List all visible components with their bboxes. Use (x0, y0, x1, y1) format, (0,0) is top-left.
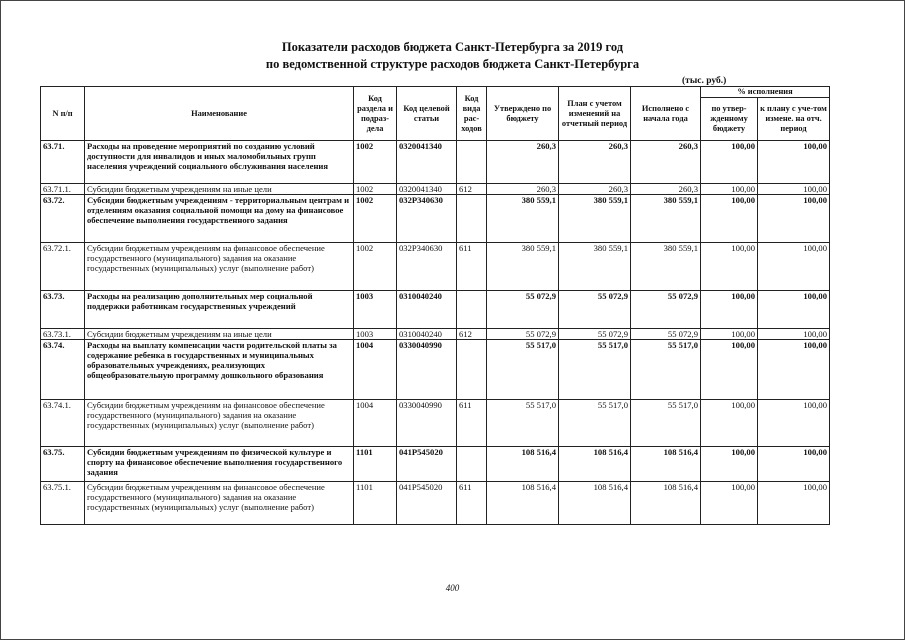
row-plan: 260,3 (559, 141, 631, 184)
row-number: 63.74.1. (41, 400, 85, 447)
row-target-code: 0310040240 (397, 329, 457, 340)
table-row (41, 141, 830, 184)
row-razdel: 1002 (354, 243, 397, 291)
row-razdel: 1003 (354, 329, 397, 340)
row-approved: 55 072,9 (487, 291, 559, 329)
row-executed: 108 516,4 (631, 482, 701, 525)
row-executed: 380 559,1 (631, 195, 701, 243)
units-label: (тыс. руб.) (682, 76, 727, 86)
row-pct-approved: 100,00 (701, 184, 758, 195)
row-pct-plan: 100,00 (758, 195, 830, 243)
row-pct-approved: 100,00 (701, 400, 758, 447)
row-razdel: 1002 (354, 195, 397, 243)
row-approved: 380 559,1 (487, 243, 559, 291)
row-pct-plan: 100,00 (758, 400, 830, 447)
header-pct2: к плану с уче-том измене. на отч. период (758, 98, 830, 141)
row-executed: 55 072,9 (631, 329, 701, 340)
row-expense-type (457, 291, 487, 329)
row-number: 63.75.1. (41, 482, 85, 525)
row-razdel: 1101 (354, 447, 397, 482)
row-pct-approved: 100,00 (701, 243, 758, 291)
table-row (41, 482, 830, 525)
row-target-code: 0320041340 (397, 184, 457, 195)
header-num: N п/п (41, 87, 85, 141)
row-name: Расходы на реализацию дополнительных мер социальной поддержки работникам государственных учреждений (85, 291, 354, 329)
row-target-code: 0330040990 (397, 400, 457, 447)
header-plan: План с учетом изменений на отчетный период (559, 87, 631, 141)
table-row (41, 340, 830, 400)
row-plan: 55 517,0 (559, 400, 631, 447)
row-approved: 55 517,0 (487, 400, 559, 447)
row-executed: 55 517,0 (631, 340, 701, 400)
row-executed: 55 072,9 (631, 291, 701, 329)
table-row (41, 400, 830, 447)
row-target-code: 041P545020 (397, 447, 457, 482)
row-plan: 108 516,4 (559, 447, 631, 482)
row-approved: 260,3 (487, 184, 559, 195)
row-approved: 260,3 (487, 141, 559, 184)
row-target-code: 041P545020 (397, 482, 457, 525)
row-name: Расходы на проведение мероприятий по созданию условий доступности для инвалидов и иных маломобильных групп населения учреждений социального обслуживания населения (85, 141, 354, 184)
row-razdel: 1002 (354, 141, 397, 184)
row-name: Субсидии бюджетным учреждениям по физической культуре и спорту на финансовое обеспечение выполнения государственного задания (85, 447, 354, 482)
header-utv: Утверждено по бюджету (487, 87, 559, 141)
row-razdel: 1002 (354, 184, 397, 195)
budget-table (40, 86, 830, 525)
row-expense-type: 611 (457, 400, 487, 447)
table-row (41, 195, 830, 243)
row-pct-plan: 100,00 (758, 141, 830, 184)
row-target-code: 032P340630 (397, 195, 457, 243)
row-name: Субсидии бюджетным учреждениям на финансовое обеспечение государственного (муниципального) задания на оказание государственных (муниципальных) услуг (выполнение работ) (85, 400, 354, 447)
row-approved: 380 559,1 (487, 195, 559, 243)
row-pct-approved: 100,00 (701, 195, 758, 243)
row-number: 63.73. (41, 291, 85, 329)
header-name: Наименование (85, 87, 354, 141)
row-number: 63.75. (41, 447, 85, 482)
row-pct-plan: 100,00 (758, 340, 830, 400)
row-plan: 260,3 (559, 184, 631, 195)
row-number: 63.72. (41, 195, 85, 243)
table-row (41, 184, 830, 195)
row-pct-approved: 100,00 (701, 329, 758, 340)
row-target-code: 032P340630 (397, 243, 457, 291)
row-pct-approved: 100,00 (701, 141, 758, 184)
row-name: Субсидии бюджетным учреждениям на иные цели (85, 184, 354, 195)
row-pct-plan: 100,00 (758, 447, 830, 482)
row-plan: 380 559,1 (559, 195, 631, 243)
row-executed: 380 559,1 (631, 243, 701, 291)
row-plan: 55 072,9 (559, 329, 631, 340)
header-vr: Код вида рас-ходов (457, 87, 487, 141)
row-expense-type: 611 (457, 482, 487, 525)
row-target-code: 0310040240 (397, 291, 457, 329)
row-expense-type (457, 447, 487, 482)
row-pct-approved: 100,00 (701, 291, 758, 329)
row-number: 63.72.1. (41, 243, 85, 291)
row-number: 63.74. (41, 340, 85, 400)
row-expense-type (457, 141, 487, 184)
page-number: 400 (445, 583, 460, 593)
row-approved: 55 072,9 (487, 329, 559, 340)
row-plan: 108 516,4 (559, 482, 631, 525)
row-name: Субсидии бюджетным учреждениям на финансовое обеспечение государственного (муниципального) задания на оказание государственных (муниципальных) услуг (выполнение работ) (85, 482, 354, 525)
row-plan: 55 517,0 (559, 340, 631, 400)
row-number: 63.71. (41, 141, 85, 184)
table-row (41, 447, 830, 482)
row-pct-approved: 100,00 (701, 482, 758, 525)
row-pct-plan: 100,00 (758, 243, 830, 291)
row-pct-plan: 100,00 (758, 291, 830, 329)
row-approved: 108 516,4 (487, 447, 559, 482)
row-razdel: 1004 (354, 400, 397, 447)
row-target-code: 0330040990 (397, 340, 457, 400)
row-razdel: 1101 (354, 482, 397, 525)
row-executed: 108 516,4 (631, 447, 701, 482)
row-executed: 55 517,0 (631, 400, 701, 447)
header-isp: Исполнено с начала года (631, 87, 701, 141)
document-title: Показатели расходов бюджета Санкт-Петербурга за 2019 год (281, 40, 624, 54)
document-subtitle: по ведомственной структуре расходов бюджета Санкт-Петербурга (265, 57, 640, 71)
header-pct1: по утвер-жденному бюджету (701, 98, 758, 141)
row-pct-plan: 100,00 (758, 482, 830, 525)
row-name: Субсидии бюджетным учреждениям - территориальным центрам и отделениям оказания социальной помощи на дому на финансовое обеспечение выполнения государственного задания (85, 195, 354, 243)
row-number: 63.71.1. (41, 184, 85, 195)
row-name: Субсидии бюджетным учреждениям на финансовое обеспечение государственного (муниципального) задания на оказание государственных (муниципальных) услуг (выполнение работ) (85, 243, 354, 291)
row-plan: 55 072,9 (559, 291, 631, 329)
table-row (41, 243, 830, 291)
row-approved: 108 516,4 (487, 482, 559, 525)
row-expense-type: 612 (457, 329, 487, 340)
row-target-code: 0320041340 (397, 141, 457, 184)
row-executed: 260,3 (631, 184, 701, 195)
header-pct-group: % исполнения (701, 87, 830, 98)
row-pct-plan: 100,00 (758, 329, 830, 340)
header-cs: Код целевой статьи (397, 87, 457, 141)
row-executed: 260,3 (631, 141, 701, 184)
table-row (41, 291, 830, 329)
header-razdel: Код раздела и подраз-дела (354, 87, 397, 141)
row-razdel: 1004 (354, 340, 397, 400)
row-pct-approved: 100,00 (701, 340, 758, 400)
row-pct-approved: 100,00 (701, 447, 758, 482)
row-expense-type: 612 (457, 184, 487, 195)
row-pct-plan: 100,00 (758, 184, 830, 195)
row-expense-type: 611 (457, 243, 487, 291)
row-name: Расходы на выплату компенсации части родительской платы за содержание ребенка в государственных и муниципальных образовательных учреждениях, реализующих общеобразовательную программу дошкольного образования (85, 340, 354, 400)
row-expense-type (457, 195, 487, 243)
row-name: Субсидии бюджетным учреждениям на иные цели (85, 329, 354, 340)
row-approved: 55 517,0 (487, 340, 559, 400)
table-row (41, 329, 830, 340)
row-plan: 380 559,1 (559, 243, 631, 291)
row-number: 63.73.1. (41, 329, 85, 340)
row-razdel: 1003 (354, 291, 397, 329)
row-expense-type (457, 340, 487, 400)
